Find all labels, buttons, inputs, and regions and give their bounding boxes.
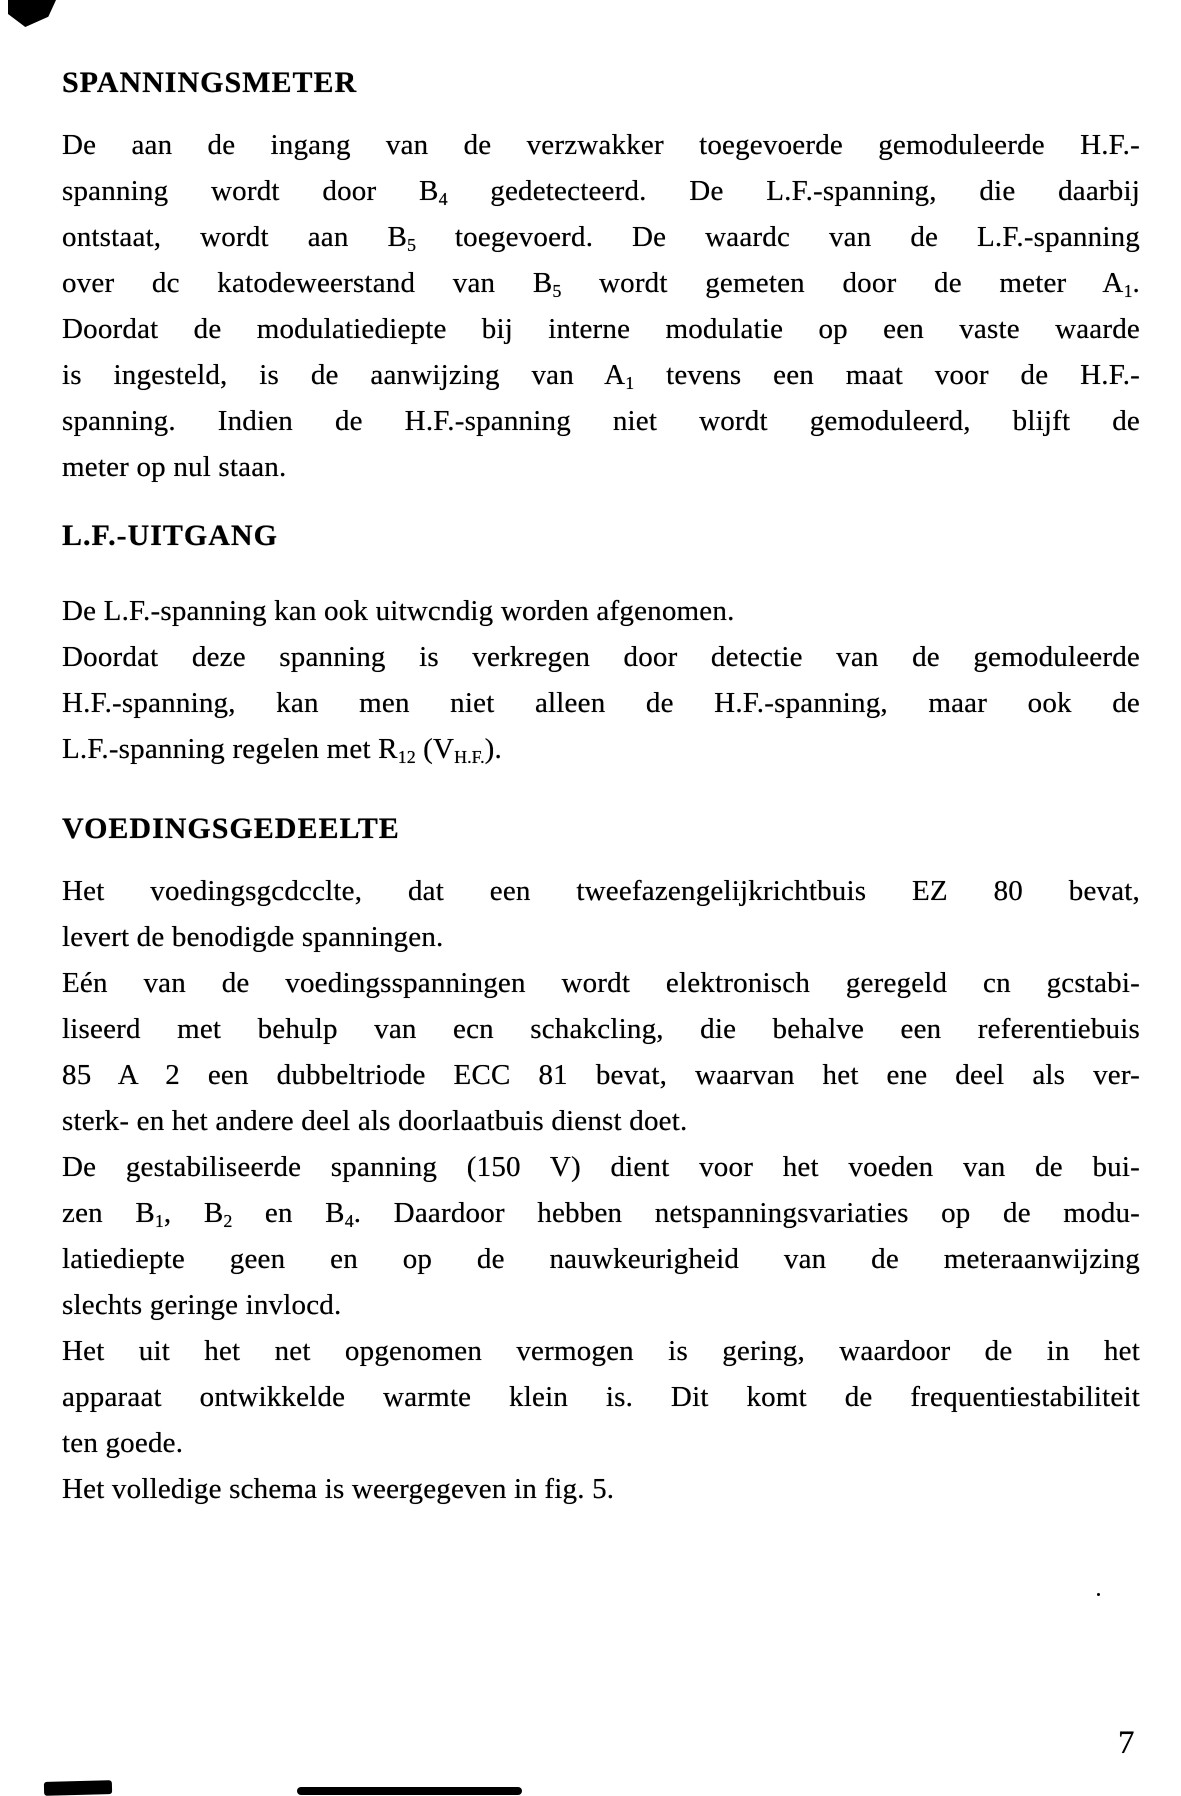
- text-line: ontstaat, wordt aan $B_5$ toegevoerd. De waardc van de L.F.-spanning: [62, 221, 1140, 256]
- section-heading: SPANNINGSMETER: [62, 66, 358, 99]
- text-line: meter op nul staan.: [62, 451, 287, 483]
- scan-artifact-bottom-center: [297, 1787, 522, 1795]
- text-line: over dc katodeweerstand van $B_5$ wordt gemeten door de meter $A_1$.: [62, 267, 1140, 302]
- text-line: levert de benodigde spanningen.: [62, 921, 444, 953]
- scan-artifact-top-left: [8, 0, 56, 27]
- text-line: Het voedingsgcdcclte, dat een tweefazengelijkrichtbuis EZ 80 bevat,: [62, 875, 1140, 907]
- text-line: Het uit het net opgenomen vermogen is gering, waardoor de in het: [62, 1335, 1140, 1367]
- text-line: ten goede.: [62, 1427, 184, 1459]
- text-line: Doordat deze spanning is verkregen door detectie van de gemoduleerde: [62, 641, 1140, 673]
- text-line: Eén van de voedingsspanningen wordt elektronisch geregeld cn gcstabi-: [62, 967, 1140, 999]
- text-line: spanning. Indien de H.F.-spanning niet wordt gemoduleerd, blijft de: [62, 405, 1140, 437]
- text-line: De L.F.-spanning kan ook uitwcndig worden afgenomen.: [62, 595, 735, 627]
- section-heading: VOEDINGSGEDEELTE: [62, 812, 400, 845]
- section-heading: L.F.-UITGANG: [62, 519, 278, 552]
- text-line: L.F.-spanning regelen met $R_{12}$ $(V_{H.F.})$.: [62, 733, 502, 768]
- text-line: zen $B_1$, $B_2$ en $B_4$. Daardoor hebben netspanningsvariaties op de modu-: [62, 1197, 1141, 1232]
- scan-artifact-bottom-left: [44, 1780, 112, 1796]
- text-line: liseerd met behulp van ecn schakcling, die behalve een referentiebuis: [62, 1013, 1140, 1045]
- text-line: apparaat ontwikkelde warmte klein is. Dit komt de frequentiestabiliteit: [62, 1381, 1140, 1413]
- text-line: spanning wordt door $B_4$ gedetecteerd. De L.F.-spanning, die daarbij: [62, 175, 1141, 210]
- text-line: 85 A 2 een dubbeltriode ECC 81 bevat, waarvan het ene deel als ver-: [62, 1059, 1140, 1091]
- page-number: 7: [1118, 1725, 1135, 1761]
- text-line: slechts geringe invlocd.: [62, 1289, 342, 1321]
- section-paragraph: [62, 122, 1140, 490]
- scan-speck: [1097, 1593, 1100, 1596]
- section-paragraph: [62, 868, 1140, 1512]
- text-line: Het volledige schema is weergegeven in fig. 5.: [62, 1473, 615, 1505]
- text-line: latiediepte geen en op de nauwkeurigheid van de meteraanwijzing: [62, 1243, 1140, 1275]
- text-line: De aan de ingang van de verzwakker toegevoerde gemoduleerde H.F.-: [62, 129, 1140, 161]
- text-line: De gestabiliseerde spanning (150 V) dient voor het voeden van de bui-: [62, 1151, 1140, 1183]
- text-line: is ingesteld, is de aanwijzing van $A_1$ tevens een maat voor de H.F.-: [62, 359, 1141, 394]
- text-line: H.F.-spanning, kan men niet alleen de H.F.-spanning, maar ook de: [62, 687, 1140, 719]
- section-paragraph: [62, 588, 1140, 772]
- text-line: sterk- en het andere deel als doorlaatbuis dienst doet.: [62, 1105, 688, 1137]
- text-line: Doordat de modulatiediepte bij interne modulatie op een vaste waarde: [62, 313, 1140, 345]
